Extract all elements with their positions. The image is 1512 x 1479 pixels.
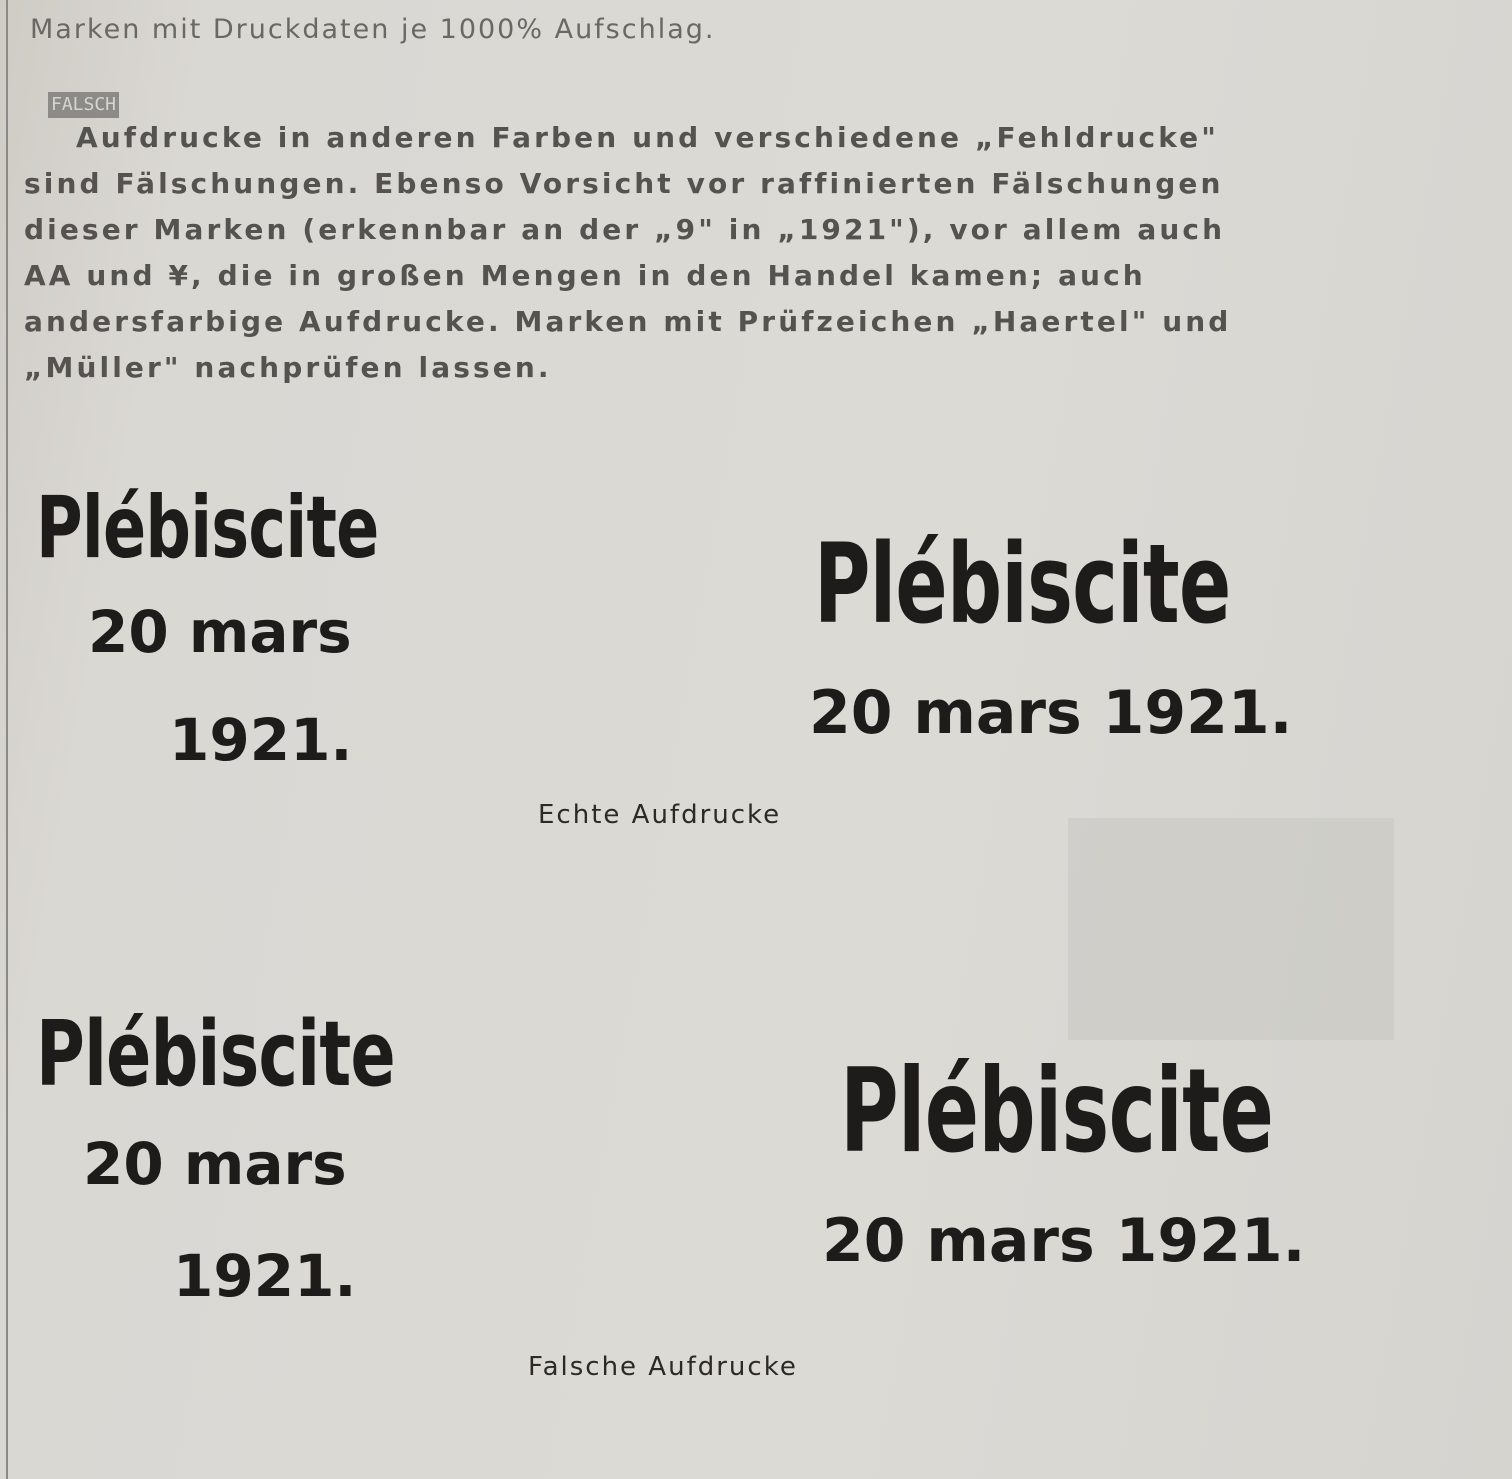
header-line: Marken mit Druckdaten je 1000% Aufschlag. — [30, 14, 716, 45]
paragraph-line: „Müller" nachprüfen lassen. — [24, 351, 552, 384]
overprint-date: 20 mars 1921. — [822, 1206, 1306, 1276]
genuine-caption: Echte Aufdrucke — [538, 800, 782, 830]
paragraph-line: Aufdrucke in anderen Farben und verschiedene „Fehldrucke" — [76, 121, 1219, 154]
paragraph-line: AA und ¥, die in großen Mengen in den Handel kamen; auch — [24, 259, 1146, 292]
overprint-date: 20 mars 1921. — [809, 678, 1293, 748]
paragraph-line: dieser Marken (erkennbar an der „9" in „1921"), vor allem auch — [24, 213, 1226, 246]
warning-paragraph — [24, 115, 1344, 391]
overprint-date: 20 mars — [83, 1130, 347, 1198]
page-gutter-line — [6, 0, 8, 1479]
bleed-through-shadow — [1068, 818, 1394, 1040]
paragraph-line: sind Fälschungen. Ebenso Vorsicht vor raffinierten Fälschungen — [24, 167, 1224, 200]
overprint-word: Plébiscite — [36, 1002, 395, 1107]
falsch-tag: FALSCH — [48, 92, 119, 118]
overprint-year: 1921. — [169, 706, 353, 774]
overprint-word: Plébiscite — [814, 520, 1231, 648]
overprint-word: Plébiscite — [36, 478, 379, 578]
overprint-year: 1921. — [173, 1242, 357, 1310]
overprint-word: Plébiscite — [840, 1044, 1274, 1179]
false-caption: Falsche Aufdrucke — [528, 1352, 798, 1382]
overprint-date: 20 mars — [88, 598, 352, 666]
paragraph-line: andersfarbige Aufdrucke. Marken mit Prüfzeichen „Haertel" und — [24, 305, 1232, 338]
